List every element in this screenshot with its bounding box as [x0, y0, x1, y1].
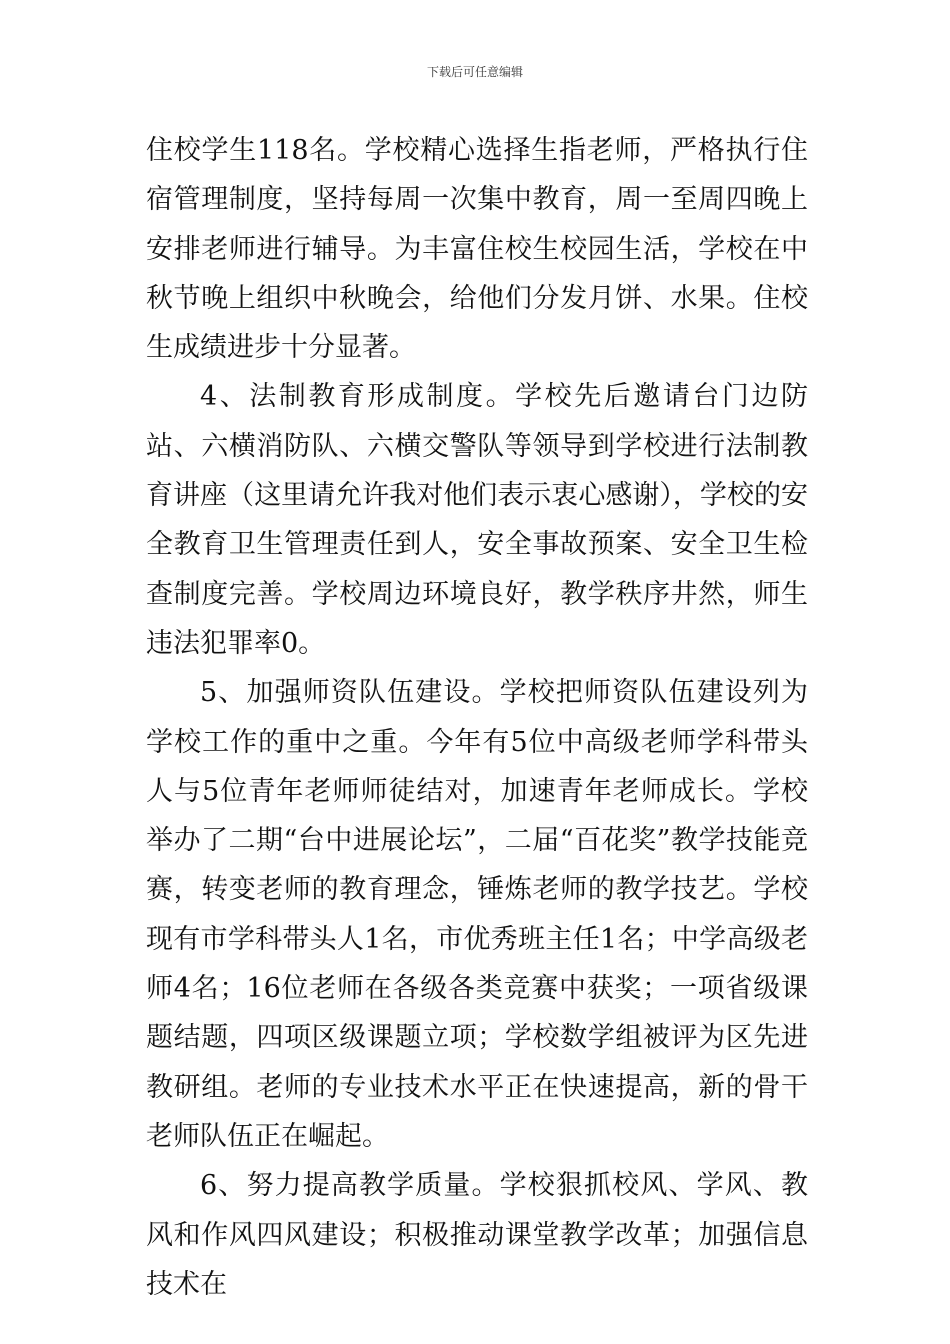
paragraph-legal-education: 4、法制教育形成制度。学校先后邀请台门边防站、六横消防队、六横交警队等领导到学校进行法制教育讲座（这里请允许我对他们表示衷心感谢），学校的安全教育卫生管理责任到人，安全事故预案、安全卫生检查制度完善。学校周边环境良好，教学秩序井然，师生违法犯罪率0。	[146, 381, 808, 659]
page-header: 下载后可任意编辑	[426, 65, 523, 79]
paragraph-teacher-team: 5、加强师资队伍建设。学校把师资队伍建设列为学校工作的重中之重。今年有5位中高级老师学科带头人与5位青年老师师徒结对，加速青年老师成长。学校举办了二期“台中进展论坛”，二届“百花奖”教学技能竞赛，转变老师的教育理念，锤炼老师的教学技艺。学校现有市学科带头人1名，市优秀班主任1名；中学高级老师4名；16位老师在各级各类竞赛中获奖；一项省级课题结题，四项区级课题立项；学校数学组被评为区先进教研组。老师的专业技术水平正在快速提高，新的骨干老师队伍正在崛起。	[146, 677, 808, 1152]
body-text	[146, 126, 808, 1309]
paragraph-continuation: 住校学生118名。学校精心选择生指老师，严格执行住宿管理制度，坚持每周一次集中教育，周一至周四晚上安排老师进行辅导。为丰富住校生校园生活，学校在中秋节晚上组织中秋晚会，给他们分发月饼、水果。住校生成绩进步十分显著。	[146, 135, 808, 364]
paragraph-teaching-quality: 6、努力提高教学质量。学校狠抓校风、学风、教风和作风四风建设；积极推动课堂教学改革；加强信息技术在	[146, 1170, 808, 1300]
